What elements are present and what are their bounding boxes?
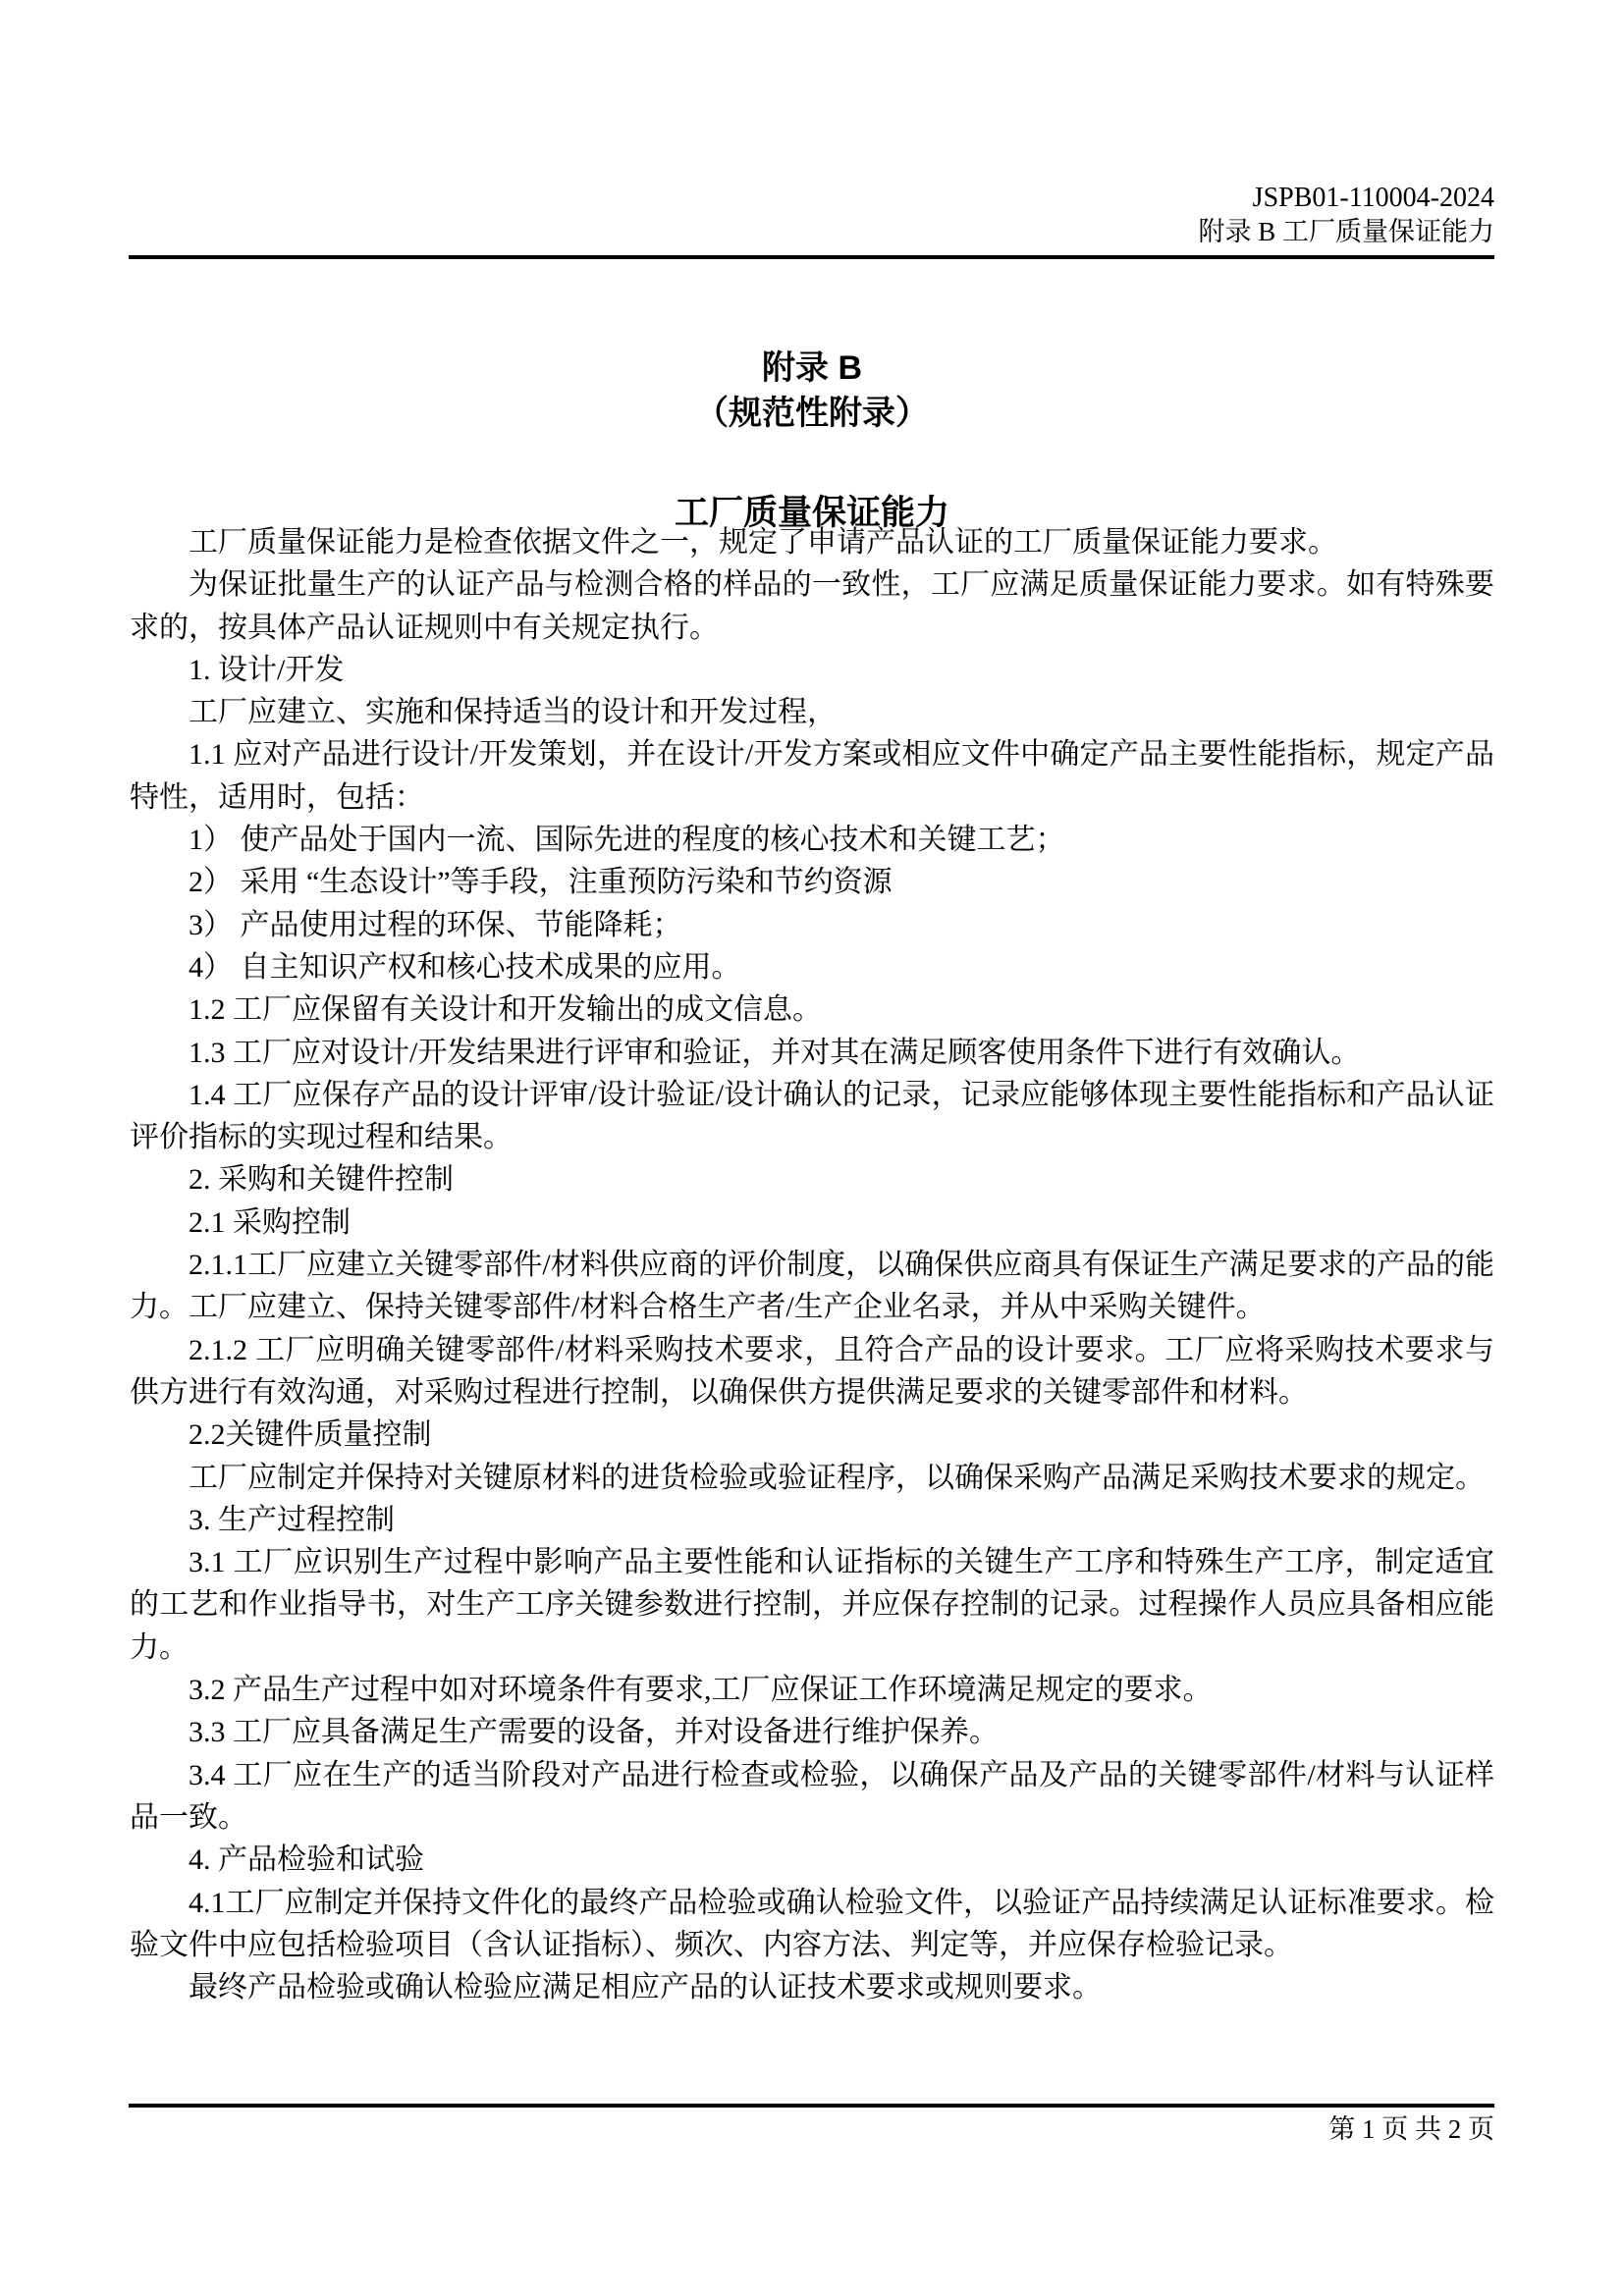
body-paragraph: 3.2 产品生产过程中如对环境条件有要求,工厂应保证工作环境满足规定的要求。 xyxy=(189,1674,1213,1707)
body-paragraph: 1. 设计/开发 xyxy=(189,653,345,686)
body-paragraph: 最终产品检验或确认检验应满足相应产品的认证技术要求或规则要求。 xyxy=(189,1971,1102,2004)
body-paragraph: 2.1 采购控制 xyxy=(189,1205,351,1239)
page-header xyxy=(1198,182,1494,248)
body-paragraph: 4. 产品检验和试验 xyxy=(189,1843,424,1877)
document-body xyxy=(130,521,1494,2008)
body-paragraph: 4） 自主知识产权和核心技术成果的应用。 xyxy=(189,950,741,984)
page-title: 工厂质量保证能力 xyxy=(674,494,949,532)
body-paragraph: 1.1 应对产品进行设计/开发策划，并在设计/开发方案或相应文件中确定产品主要性能指标，规定产品特性，适用时，包括： xyxy=(130,738,1494,814)
appendix-label: 附录 B xyxy=(762,349,862,387)
body-paragraph: 3.3 工厂应具备满足生产需要的设备，并对设备进行维护保养。 xyxy=(189,1716,999,1749)
appendix-type: （规范性附录） xyxy=(695,395,929,432)
body-paragraph: 2.2关键件质量控制 xyxy=(189,1418,432,1452)
body-paragraph: 2） 采用 “生态设计”等手段，注重预防污染和节约资源 xyxy=(189,866,893,899)
body-paragraph: 为保证批量生产的认证产品与检测合格的样品的一致性，工厂应满足质量保证能力要求。如有特殊要求的，按具体产品认证规则中有关规定执行。 xyxy=(130,568,1494,644)
body-paragraph: 3.1 工厂应识别生产过程中影响产品主要性能和认证指标的关键生产工序和特殊生产工序，制定适宜的工艺和作业指导书，对生产工序关键参数进行控制，并应保存控制的记录。过程操作人员应具备相应能力。 xyxy=(130,1546,1494,1664)
body-paragraph: 2. 采购和关键件控制 xyxy=(189,1163,454,1197)
header-appendix-line: 附录 B 工厂质量保证能力 xyxy=(1198,217,1494,246)
body-paragraph: 1.2 工厂应保留有关设计和开发输出的成文信息。 xyxy=(189,993,822,1027)
body-paragraph: 工厂质量保证能力是检查依据文件之一，规定了申请产品认证的工厂质量保证能力要求。 xyxy=(189,526,1337,559)
body-paragraph: 4.1工厂应制定并保持文件化的最终产品检验或确认检验文件，以验证产品持续满足认证标准要求。检验文件中应包括检验项目（含认证指标）、频次、内容方法、判定等，并应保存检验记录。 xyxy=(130,1886,1494,1961)
body-paragraph: 3） 产品使用过程的环保、节能降耗； xyxy=(189,908,682,941)
body-paragraph: 工厂应建立、实施和保持适当的设计和开发过程， xyxy=(189,696,837,729)
body-paragraph: 2.1.2 工厂应明确关键零部件/材料采购技术要求，且符合产品的设计要求。工厂应将采购技术要求与供方进行有效沟通，对采购过程进行控制，以确保供方提供满足要求的关键零部件和材料。 xyxy=(130,1333,1494,1409)
document-number: JSPB01-110004-2024 xyxy=(1252,183,1494,213)
title-block xyxy=(130,346,1494,536)
body-paragraph: 3. 生产过程控制 xyxy=(189,1503,395,1536)
footer-divider xyxy=(129,2104,1494,2108)
body-paragraph: 2.1.1工厂应建立关键零部件/材料供应商的评价制度，以确保供应商具有保证生产满足要求的产品的能力。工厂应建立、保持关键零部件/材料合格生产者/生产企业名录，并从中采购关键件。 xyxy=(130,1249,1494,1324)
body-paragraph: 1.3 工厂应对设计/开发结果进行评审和验证，并对其在满足顾客使用条件下进行有效确认。 xyxy=(189,1036,1361,1069)
body-paragraph: 工厂应制定并保持对关键原材料的进货检验或验证程序，以确保采购产品满足采购技术要求的规定。 xyxy=(189,1461,1485,1494)
body-paragraph: 1） 使产品处于国内一流、国际先进的程度的核心技术和关键工艺； xyxy=(189,824,1065,857)
body-paragraph: 3.4 工厂应在生产的适当阶段对产品进行检查或检验，以确保产品及产品的关键零部件/材料与认证样品一致。 xyxy=(130,1758,1494,1834)
body-paragraph: 1.4 工厂应保存产品的设计评审/设计验证/设计确认的记录，记录应能够体现主要性能指标和产品认证评价指标的实现过程和结果。 xyxy=(130,1078,1494,1154)
page-footer xyxy=(1328,2112,1494,2146)
page-number-indicator: 第 1 页 共 2 页 xyxy=(1328,2114,1494,2144)
header-divider xyxy=(129,255,1494,259)
